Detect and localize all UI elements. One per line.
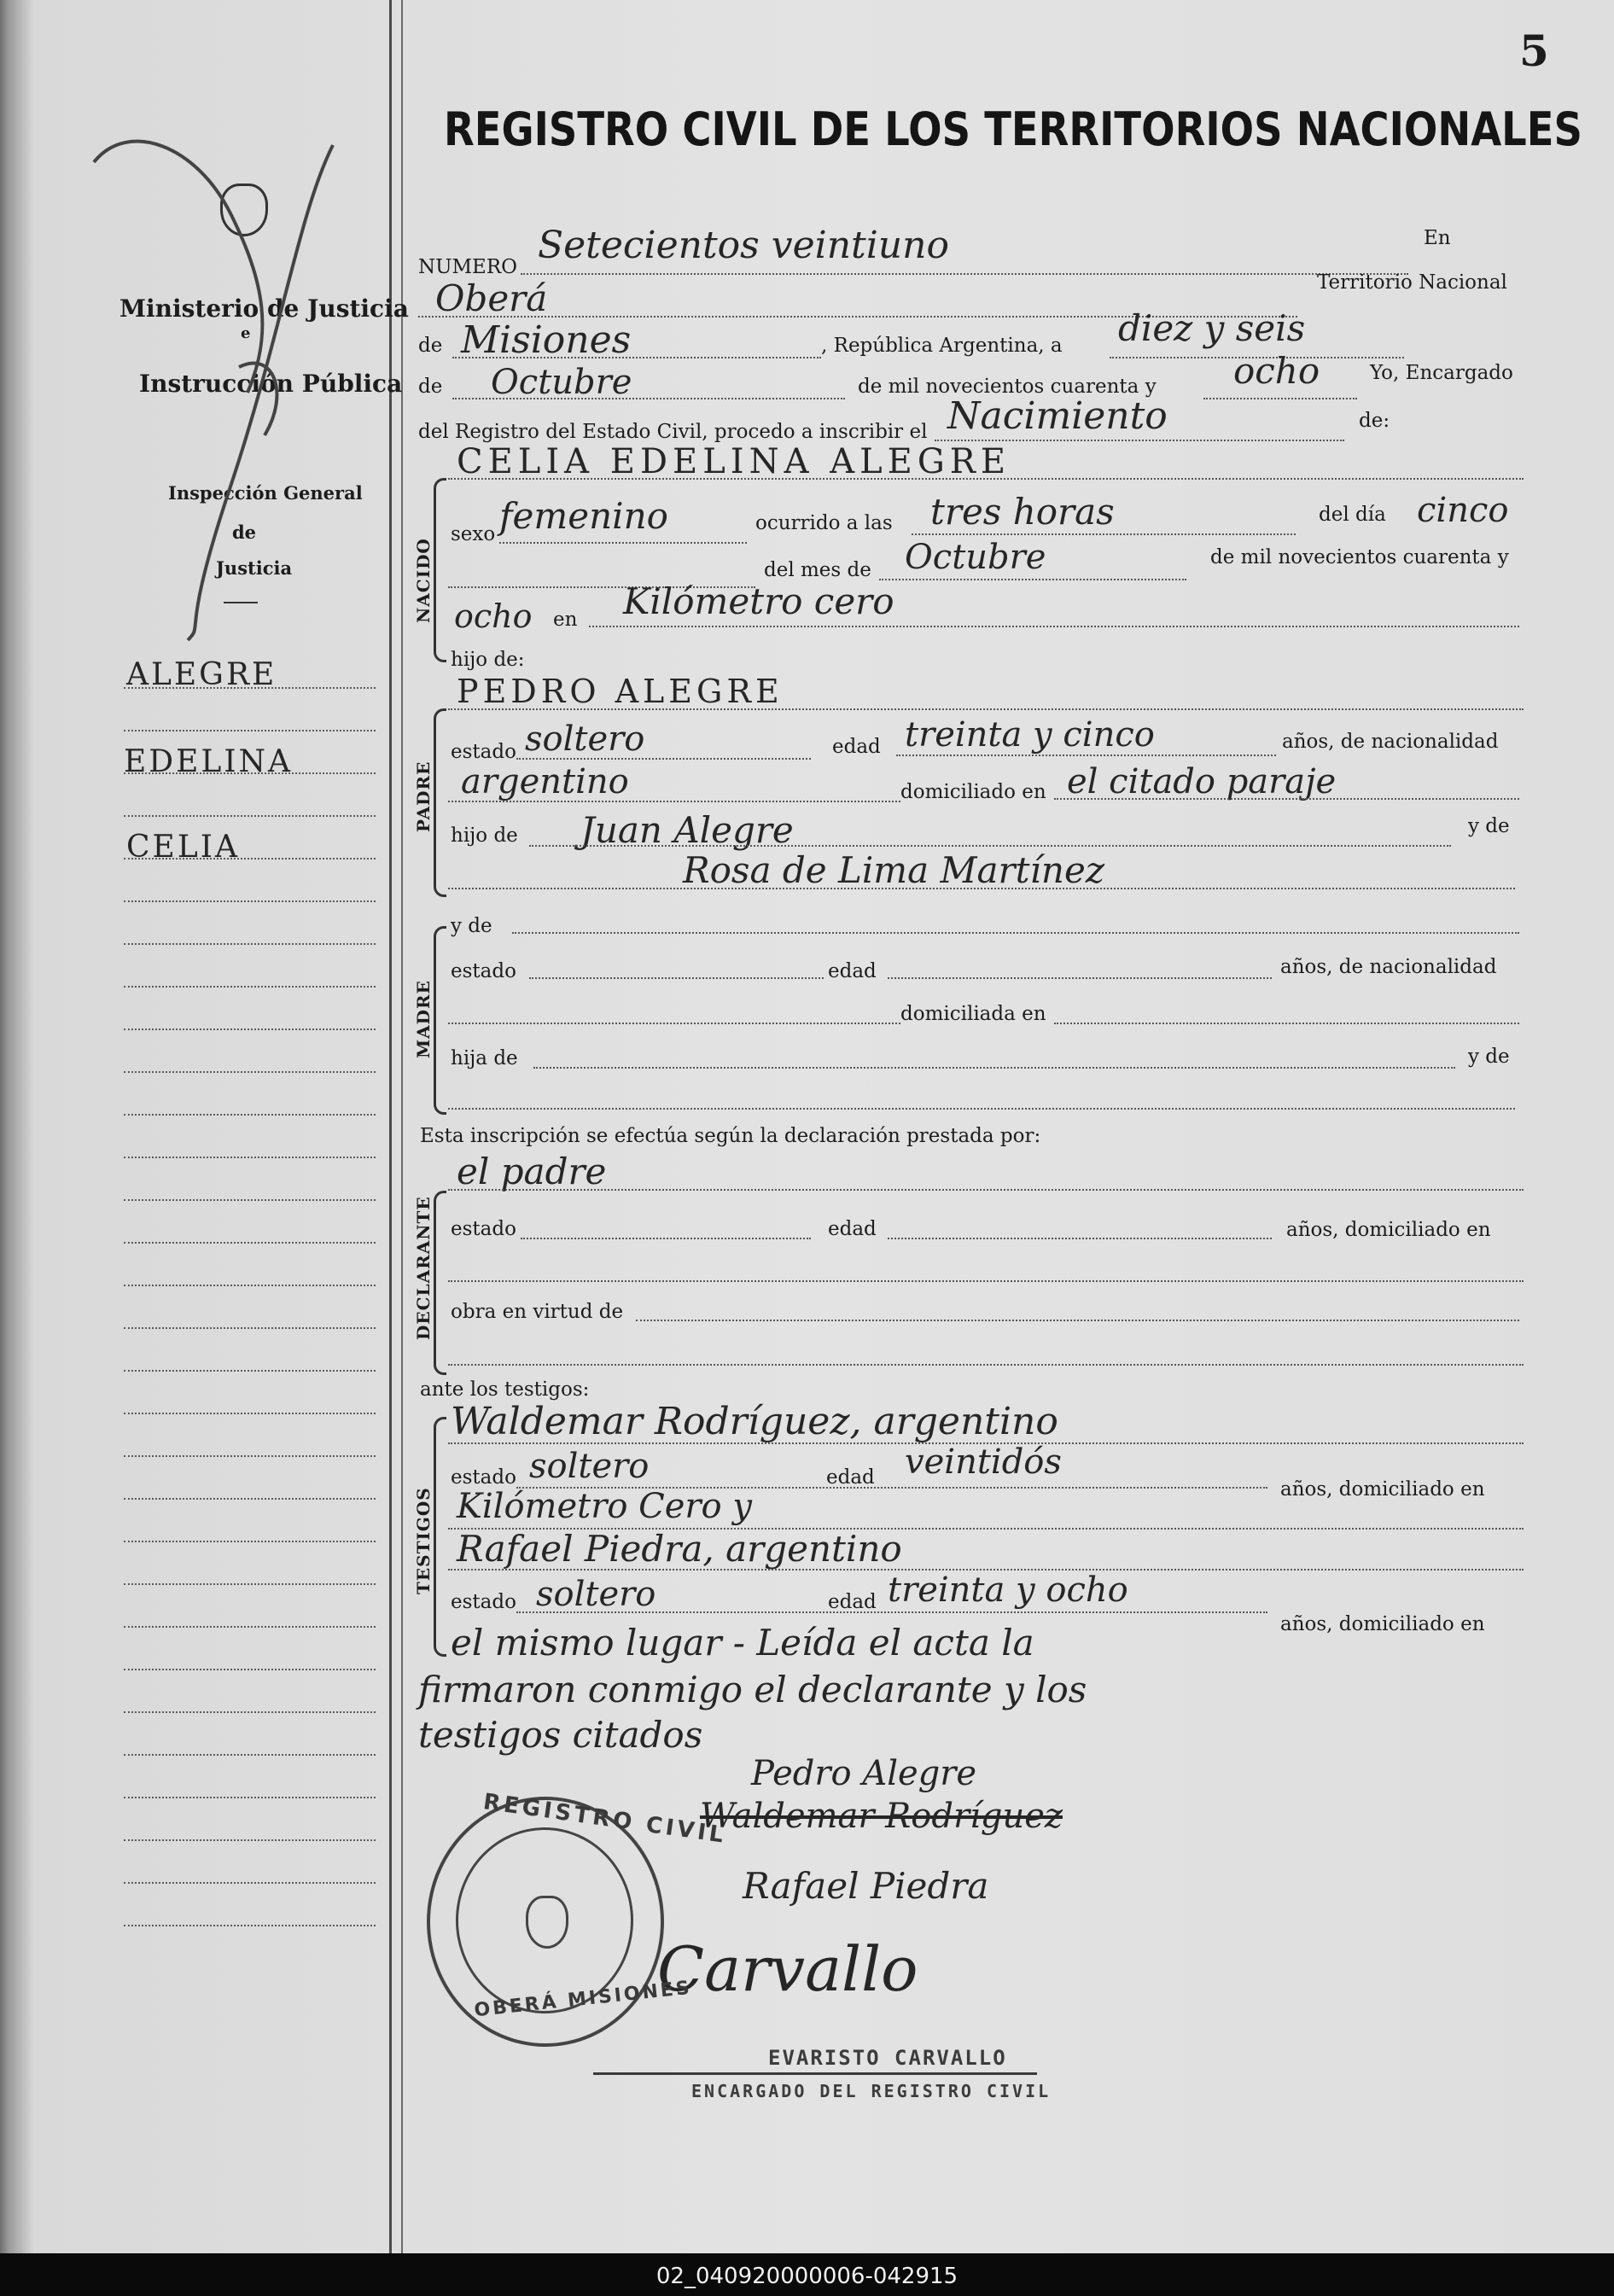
hw-cierre-3: testigos citados	[418, 1714, 703, 1756]
margin-ruled-line	[124, 1413, 376, 1414]
label-y-de-madre: y de	[451, 915, 492, 937]
ministry-conjunction: e	[241, 324, 251, 342]
label-en-lower: en	[553, 609, 578, 631]
hw-anio: ocho	[1233, 350, 1320, 392]
label-anos-nac: años, de nacionalidad	[1282, 731, 1499, 753]
fill-line	[529, 977, 824, 979]
label-mil: de mil novecientos cuarenta y	[858, 376, 1157, 398]
fill-line	[516, 1611, 1267, 1613]
side-label-madre: MADRE	[413, 980, 434, 1058]
margin-ruled-line	[124, 1754, 376, 1756]
hw-abuela: Rosa de Lima Martínez	[683, 849, 1104, 891]
label-anos-nac-madre: años, de nacionalidad	[1280, 956, 1497, 978]
hw-dia: diez y seis	[1118, 307, 1306, 349]
hw-territorio: Misiones	[461, 318, 632, 362]
signature-1: Pedro Alegre	[751, 1754, 977, 1793]
hw-padre: PEDRO ALEGRE	[457, 673, 784, 710]
hw-tipo: Nacimiento	[947, 394, 1168, 438]
label-anos-dom-t1: años, domiciliado en	[1280, 1478, 1485, 1501]
hw-nac-padre: argentino	[461, 762, 629, 801]
margin-ruled-line	[124, 730, 376, 731]
label-del-dia: del día	[1319, 504, 1386, 526]
fill-line	[448, 708, 1524, 710]
margin-ruled-line	[124, 1541, 376, 1542]
label-territorio: Territorio Nacional	[1317, 271, 1507, 294]
margin-ruled-line	[124, 1199, 376, 1201]
label-numero: NUMERO	[418, 256, 518, 278]
label-y-de: y de	[1468, 815, 1510, 837]
label-ante: ante los testigos:	[420, 1378, 590, 1401]
margin-ruled-line	[124, 1925, 376, 1926]
hw-anio-nac: ocho	[454, 597, 533, 635]
fill-line	[1054, 1023, 1519, 1024]
margin-ruled-line	[124, 858, 376, 860]
label-domiciliado: domiciliado en	[900, 781, 1046, 803]
label-del-mes: del mes de	[764, 559, 871, 581]
fill-line	[529, 845, 1451, 847]
hw-nombre: CELIA EDELINA ALEGRE	[457, 442, 1011, 481]
label-republica: , República Argentina, a	[821, 335, 1063, 357]
hw-cierre-1: el mismo lugar - Leída el acta la	[451, 1622, 1034, 1664]
hw-dia-nac: cinco	[1417, 491, 1509, 530]
fill-line	[448, 888, 1515, 889]
label-hija-de: hija de	[451, 1047, 518, 1069]
hw-hora: tres horas	[930, 491, 1115, 533]
label-hijo: hijo de:	[451, 649, 525, 671]
fill-line	[912, 533, 1296, 535]
label-yo: Yo, Encargado	[1370, 362, 1513, 384]
fill-line	[448, 1023, 900, 1024]
signature-officer: Carvallo	[657, 1933, 918, 2005]
stamp-text-top: REGISTRO CIVIL	[481, 1789, 729, 1849]
side-label-padre: PADRE	[413, 760, 434, 832]
label-edad-padre: edad	[832, 736, 881, 758]
fill-line	[516, 758, 811, 760]
fill-line	[879, 579, 1186, 580]
hw-numero: Setecientos veintiuno	[538, 224, 949, 267]
officer-name: EVARISTO CARVALLO	[768, 2046, 1007, 2070]
hw-edad-t2: treinta y ocho	[888, 1570, 1128, 1610]
margin-ruled-line	[124, 1669, 376, 1670]
label-inscripcion: Esta inscripción se efectúa según la declaración prestada por:	[420, 1125, 1041, 1147]
label-de-colon: de:	[1359, 410, 1390, 432]
section-bracket	[434, 926, 446, 1115]
hw-cierre-2: firmaron conmigo el declarante y los	[418, 1669, 1087, 1710]
label-edad-declarante: edad	[828, 1218, 877, 1240]
hw-mes-nac: Octubre	[905, 538, 1046, 577]
hw-estado-padre: soltero	[525, 720, 645, 759]
margin-ruled-line	[124, 1114, 376, 1116]
fill-line	[452, 398, 845, 399]
margin-ruled-line	[124, 943, 376, 945]
label-de: de	[418, 335, 443, 357]
fill-line	[589, 626, 1519, 627]
label-y-de-2: y de	[1468, 1046, 1510, 1068]
margin-name-2: EDELINA	[124, 744, 294, 779]
label-de-2: de	[418, 376, 443, 398]
signature-3: Rafael Piedra	[743, 1865, 989, 1907]
ministry-label: Ministerio de Justicia	[119, 294, 409, 323]
fill-line	[521, 273, 1408, 275]
margin-ruled-line	[124, 687, 376, 689]
side-label-testigos: TESTIGOS	[413, 1487, 434, 1594]
margin-ruled-line	[124, 1029, 376, 1030]
label-edad-t1: edad	[826, 1466, 875, 1489]
fill-line	[533, 1067, 1455, 1069]
fill-line	[448, 478, 1524, 480]
label-estado-t2: estado	[451, 1591, 516, 1613]
fill-line	[499, 542, 747, 544]
margin-signature-scribble	[77, 111, 401, 657]
margin-ruled-line	[124, 1797, 376, 1798]
label-estado-padre: estado	[451, 741, 516, 763]
hw-abuelo: Juan Alegre	[580, 809, 794, 851]
label-del-registro: del Registro del Estado Civil, procedo a inscribir el	[418, 421, 928, 443]
hw-dom-padre: el citado paraje	[1067, 762, 1337, 801]
hw-declarante: el padre	[457, 1151, 607, 1192]
fill-line	[448, 1280, 1524, 1282]
fill-line	[636, 1320, 1519, 1321]
fill-line	[888, 977, 1272, 979]
margin-ruled-line	[124, 1285, 376, 1286]
label-estado-declarante: estado	[451, 1218, 516, 1240]
margin-ruled-line	[124, 900, 376, 902]
fill-line	[521, 1238, 811, 1239]
margin-ruled-line	[124, 1242, 376, 1244]
fill-line	[888, 1238, 1272, 1239]
fill-line	[1054, 798, 1519, 800]
margin-ruled-line	[124, 815, 376, 817]
margin-ruled-line	[124, 1711, 376, 1713]
fill-line	[448, 801, 900, 802]
label-mil-2: de mil novecientos cuarenta y	[1210, 546, 1509, 568]
label-en: En	[1424, 227, 1451, 249]
margin-ruled-line	[124, 1882, 376, 1884]
margin-ruled-line	[124, 1498, 376, 1500]
hw-lugar-nac: Kilómetro cero	[623, 580, 894, 622]
hw-lugar: Oberá	[435, 277, 548, 319]
margin-ruled-line	[124, 1455, 376, 1457]
section-bracket	[434, 1417, 446, 1657]
hw-testigo-2: Rafael Piedra, argentino	[457, 1528, 902, 1570]
margin-ruled-line	[124, 1071, 376, 1073]
fill-line	[512, 932, 1519, 934]
label-edad-madre: edad	[828, 960, 877, 982]
hw-estado-t1: soltero	[529, 1447, 650, 1486]
margin-ruled-line	[124, 1157, 376, 1158]
officer-title: ENCARGADO DEL REGISTRO CIVIL	[691, 2081, 1052, 2101]
label-obra: obra en virtud de	[451, 1301, 624, 1323]
hw-sexo: femenino	[499, 495, 668, 537]
image-caption: 02_040920000006-042915	[0, 2257, 1614, 2296]
inspection-label-justicia: Justicia	[216, 557, 293, 579]
page-title: REGISTRO CIVIL DE LOS TERRITORIOS NACIONALES	[444, 102, 1582, 156]
margin-ruled-line	[124, 1583, 376, 1585]
section-bracket	[434, 708, 446, 897]
margin-surname: ALEGRE	[126, 657, 277, 692]
fill-line	[896, 755, 1276, 756]
page-number: 5	[1519, 26, 1549, 76]
hw-mes: Octubre	[491, 363, 632, 402]
section-bracket	[434, 1191, 446, 1375]
stamp-text-bottom: OBERÁ MISIONES	[473, 1977, 693, 2022]
fill-line	[452, 357, 821, 358]
fill-line	[935, 440, 1344, 441]
fill-line	[1203, 398, 1357, 399]
label-estado-t1: estado	[451, 1466, 516, 1489]
margin-ruled-line	[124, 1370, 376, 1372]
label-anos-dom-t2: años, domiciliado en	[1280, 1613, 1485, 1635]
inspection-label-de: de	[232, 522, 257, 543]
hw-edad-t1: veintidós	[905, 1442, 1062, 1482]
margin-ruled-line	[124, 1626, 376, 1628]
ministry-label-2: Instrucción Pública	[139, 370, 403, 398]
hw-testigo-1: Waldemar Rodríguez, argentino	[451, 1400, 1058, 1443]
margin-ruled-line	[124, 772, 376, 774]
fill-line	[448, 1364, 1524, 1366]
side-label-nacido: NACIDO	[413, 538, 434, 623]
label-domiciliada: domiciliada en	[900, 1003, 1046, 1025]
fill-line	[448, 1189, 1524, 1191]
label-anos-dom: años, domiciliado en	[1286, 1219, 1491, 1241]
page-gutter-line-2	[401, 0, 403, 2253]
hw-estado-t2: soltero	[536, 1575, 656, 1614]
signature-2: Waldemar Rodríguez	[700, 1797, 1063, 1836]
stamp-emblem	[526, 1896, 568, 1949]
margin-ruled-line	[124, 1327, 376, 1329]
label-ocurrido: ocurrido a las	[755, 512, 893, 534]
label-hijo-de: hijo de	[451, 825, 518, 847]
hw-dom-t1: Kilómetro Cero y	[457, 1487, 752, 1526]
margin-name-1: CELIA	[126, 830, 240, 865]
side-label-declarante: DECLARANTE	[413, 1196, 434, 1340]
margin-ruled-line	[124, 1839, 376, 1841]
label-edad-t2: edad	[828, 1591, 877, 1613]
label-estado-madre: estado	[451, 960, 516, 982]
section-bracket	[434, 478, 446, 662]
margin-ruled-line	[124, 986, 376, 988]
inspection-label: Inspección General	[168, 482, 363, 504]
hw-edad-padre: treinta y cinco	[905, 715, 1155, 755]
label-sexo: sexo	[451, 523, 496, 545]
fill-line	[448, 1108, 1515, 1110]
signature-underline	[593, 2072, 1037, 2075]
